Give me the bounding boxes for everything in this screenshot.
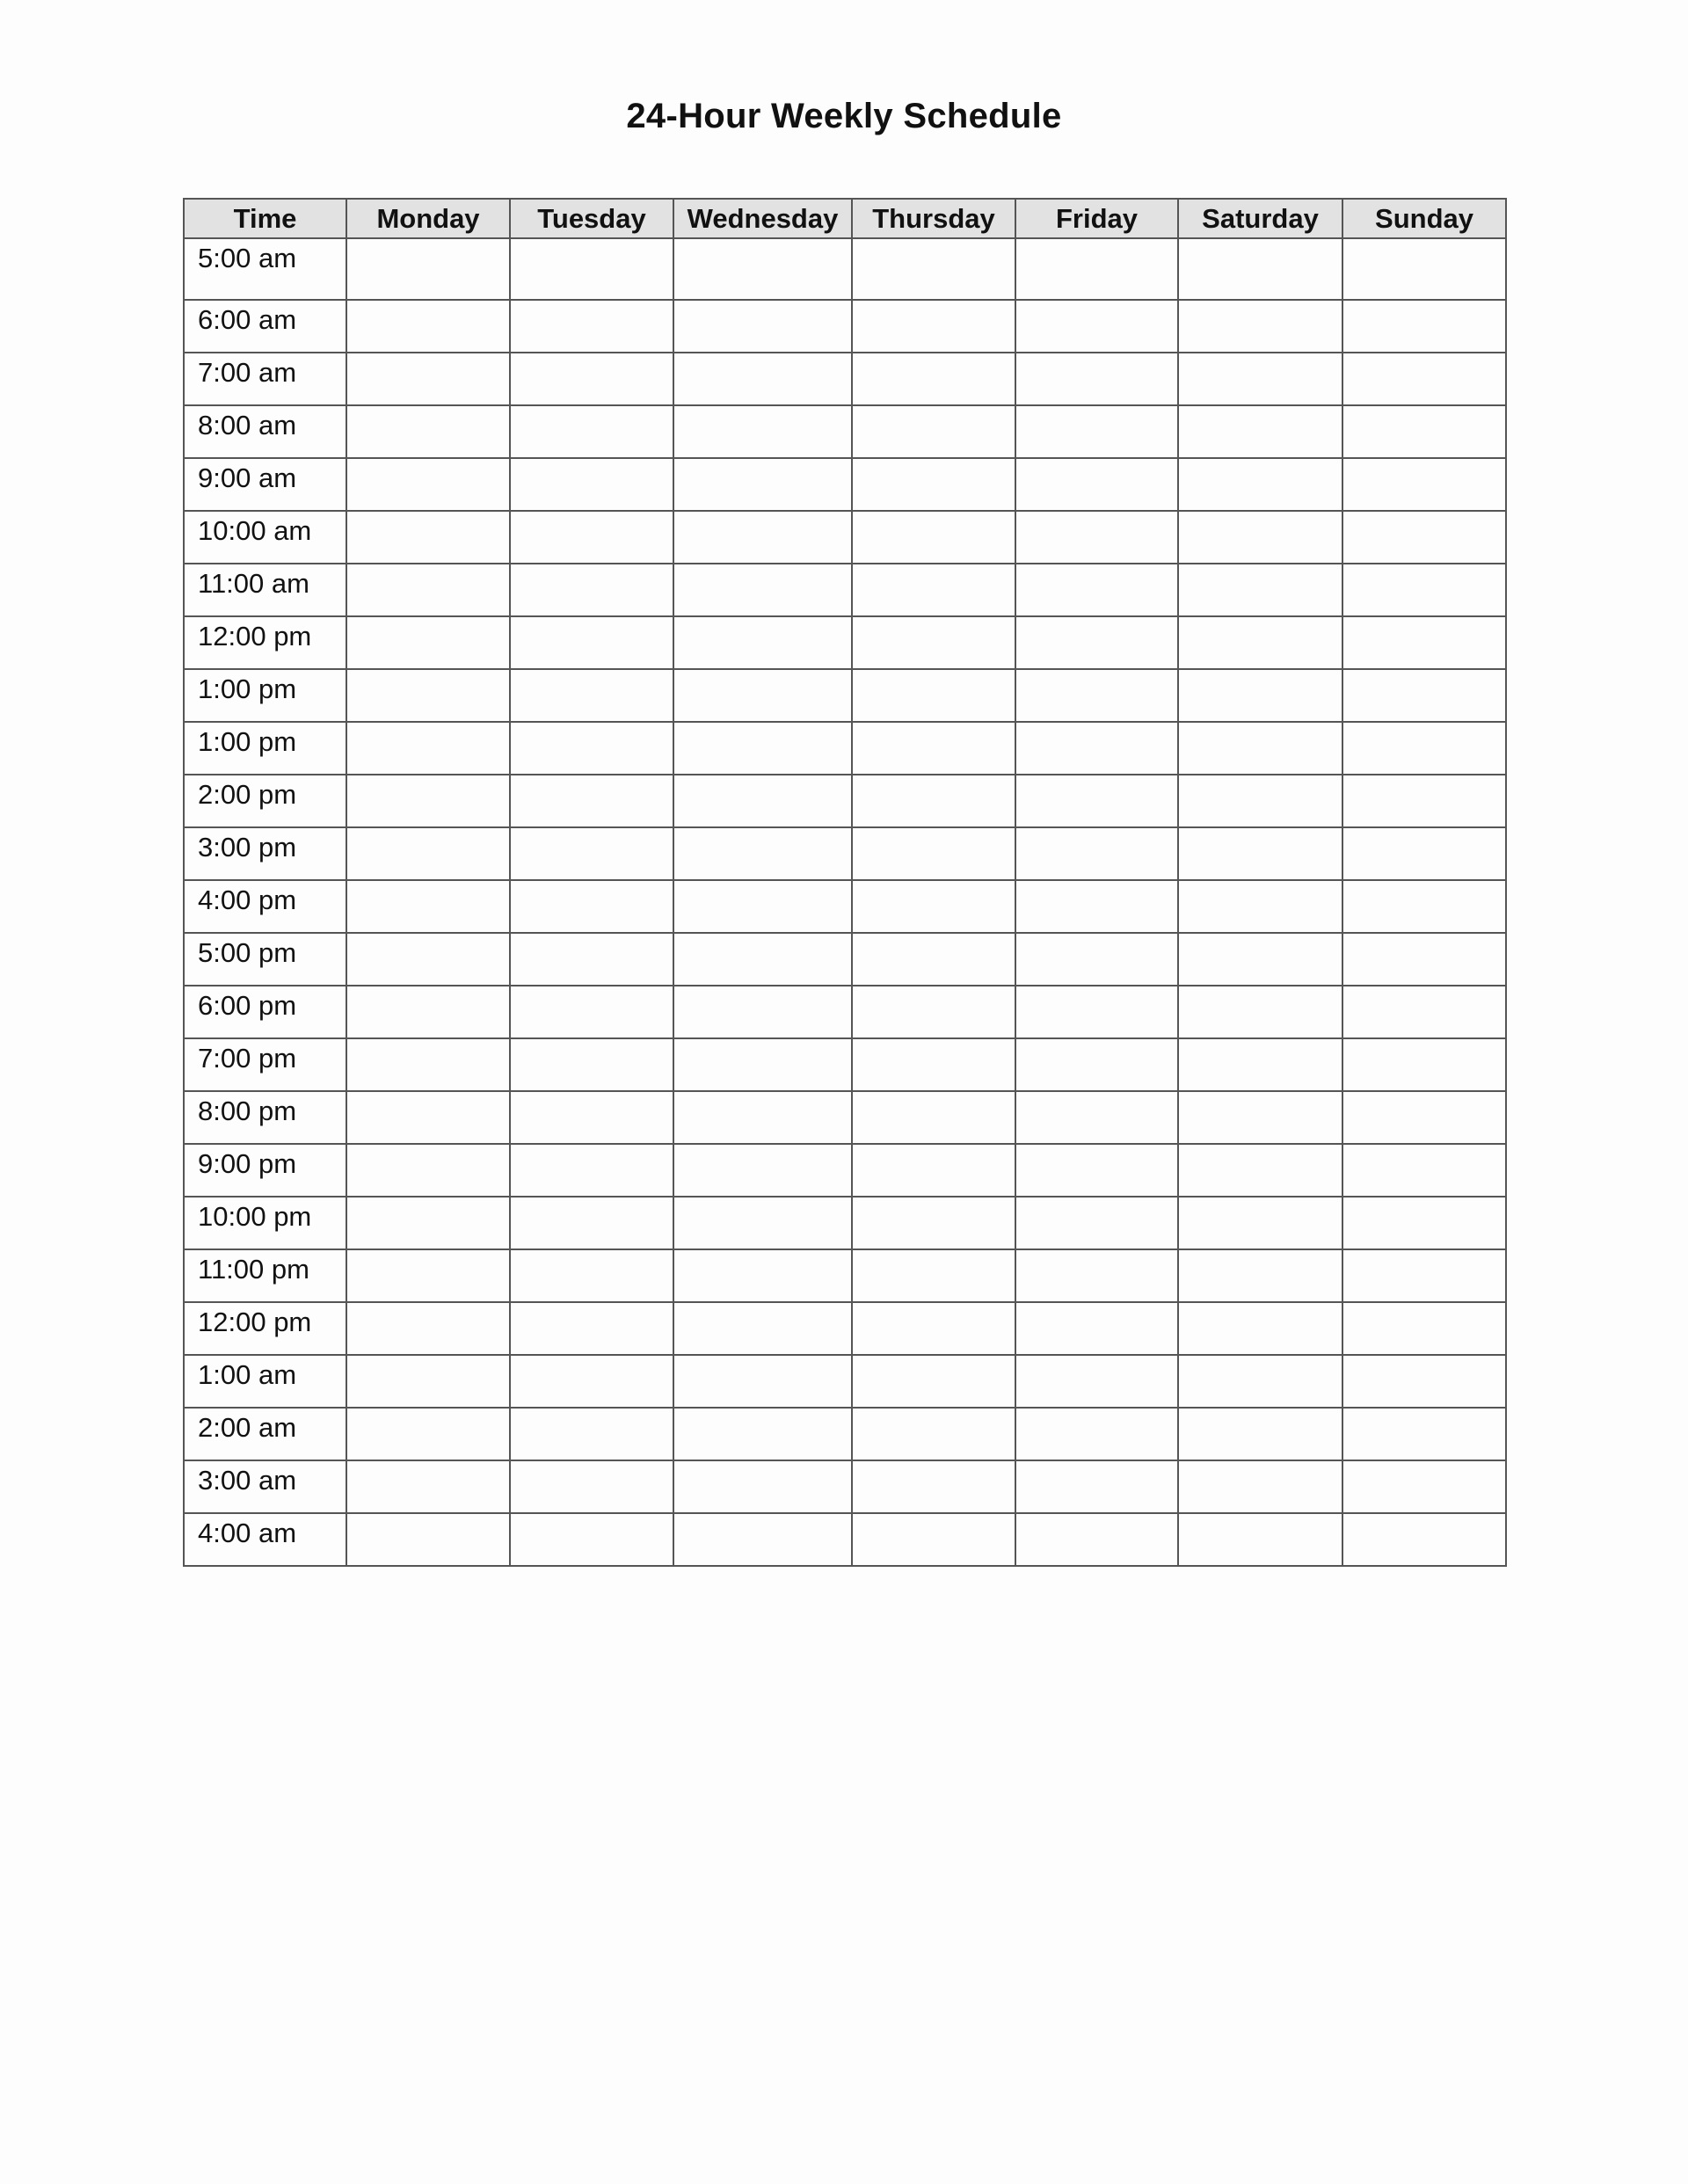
time-label: 4:00 am: [184, 1513, 346, 1566]
schedule-cell-monday[interactable]: [346, 1355, 510, 1408]
time-label: 1:00 pm: [184, 722, 346, 775]
schedule-cell-thursday[interactable]: [852, 880, 1015, 933]
time-label: 1:00 am: [184, 1355, 346, 1408]
schedule-cell-tuesday[interactable]: [510, 1355, 673, 1408]
schedule-cell-tuesday[interactable]: [510, 511, 673, 564]
schedule-cell-sunday[interactable]: [1342, 669, 1506, 722]
schedule-cell-friday[interactable]: [1015, 353, 1178, 405]
schedule-cell-friday[interactable]: [1015, 1513, 1178, 1566]
table-row: [184, 353, 1506, 405]
schedule-cell-monday[interactable]: [346, 1038, 510, 1091]
table-row: [184, 1197, 1506, 1249]
schedule-cell-monday[interactable]: [346, 353, 510, 405]
schedule-cell-saturday[interactable]: [1178, 775, 1342, 827]
schedule-cell-tuesday[interactable]: [510, 775, 673, 827]
schedule-cell-friday[interactable]: [1015, 300, 1178, 353]
schedule-cell-tuesday[interactable]: [510, 300, 673, 353]
schedule-cell-friday[interactable]: [1015, 827, 1178, 880]
header-wednesday: Wednesday: [673, 199, 852, 238]
schedule-cell-wednesday[interactable]: [673, 827, 852, 880]
schedule-cell-sunday[interactable]: [1342, 827, 1506, 880]
schedule-cell-thursday[interactable]: [852, 1249, 1015, 1302]
schedule-cell-saturday[interactable]: [1178, 1038, 1342, 1091]
schedule-cell-thursday[interactable]: [852, 933, 1015, 986]
schedule-cell-saturday[interactable]: [1178, 1144, 1342, 1197]
schedule-cell-monday[interactable]: [346, 300, 510, 353]
schedule-cell-friday[interactable]: [1015, 405, 1178, 458]
schedule-cell-thursday[interactable]: [852, 511, 1015, 564]
schedule-cell-saturday[interactable]: [1178, 986, 1342, 1038]
schedule-cell-wednesday[interactable]: [673, 775, 852, 827]
schedule-cell-tuesday[interactable]: [510, 616, 673, 669]
schedule-cell-monday[interactable]: [346, 511, 510, 564]
schedule-cell-friday[interactable]: [1015, 1144, 1178, 1197]
schedule-cell-thursday[interactable]: [852, 300, 1015, 353]
schedule-cell-wednesday[interactable]: [673, 1460, 852, 1513]
schedule-cell-wednesday[interactable]: [673, 1091, 852, 1144]
schedule-body: [184, 238, 1506, 1566]
schedule-cell-monday[interactable]: [346, 1091, 510, 1144]
schedule-cell-saturday[interactable]: [1178, 511, 1342, 564]
schedule-cell-tuesday[interactable]: [510, 1408, 673, 1460]
schedule-cell-thursday[interactable]: [852, 616, 1015, 669]
schedule-cell-sunday[interactable]: [1342, 986, 1506, 1038]
schedule-cell-tuesday[interactable]: [510, 933, 673, 986]
schedule-cell-monday[interactable]: [346, 669, 510, 722]
schedule-cell-thursday[interactable]: [852, 353, 1015, 405]
schedule-cell-thursday[interactable]: [852, 1302, 1015, 1355]
time-label: 9:00 am: [184, 458, 346, 511]
table-row: [184, 933, 1506, 986]
time-label: 8:00 pm: [184, 1091, 346, 1144]
schedule-cell-sunday[interactable]: [1342, 1355, 1506, 1408]
time-label: 7:00 pm: [184, 1038, 346, 1091]
table-row: [184, 1038, 1506, 1091]
table-row: [184, 775, 1506, 827]
time-label: 10:00 pm: [184, 1197, 346, 1249]
time-label: 1:00 pm: [184, 669, 346, 722]
schedule-cell-saturday[interactable]: [1178, 1302, 1342, 1355]
schedule-cell-friday[interactable]: [1015, 511, 1178, 564]
schedule-cell-sunday[interactable]: [1342, 564, 1506, 616]
schedule-cell-sunday[interactable]: [1342, 616, 1506, 669]
schedule-cell-friday[interactable]: [1015, 616, 1178, 669]
header-friday: Friday: [1015, 199, 1178, 238]
header-thursday: Thursday: [852, 199, 1015, 238]
header-monday: Monday: [346, 199, 510, 238]
schedule-cell-tuesday[interactable]: [510, 1302, 673, 1355]
time-label: 2:00 am: [184, 1408, 346, 1460]
schedule-cell-monday[interactable]: [346, 1144, 510, 1197]
schedule-cell-wednesday[interactable]: [673, 1197, 852, 1249]
schedule-cell-tuesday[interactable]: [510, 1038, 673, 1091]
schedule-cell-tuesday[interactable]: [510, 722, 673, 775]
schedule-cell-tuesday[interactable]: [510, 458, 673, 511]
schedule-cell-sunday[interactable]: [1342, 933, 1506, 986]
schedule-cell-sunday[interactable]: [1342, 1513, 1506, 1566]
schedule-cell-wednesday[interactable]: [673, 300, 852, 353]
table-row: [184, 1355, 1506, 1408]
schedule-cell-thursday[interactable]: [852, 238, 1015, 300]
schedule-cell-thursday[interactable]: [852, 564, 1015, 616]
schedule-cell-friday[interactable]: [1015, 1355, 1178, 1408]
schedule-cell-friday[interactable]: [1015, 564, 1178, 616]
schedule-cell-sunday[interactable]: [1342, 458, 1506, 511]
schedule-cell-wednesday[interactable]: [673, 511, 852, 564]
schedule-cell-tuesday[interactable]: [510, 238, 673, 300]
table-row: [184, 1091, 1506, 1144]
schedule-cell-friday[interactable]: [1015, 986, 1178, 1038]
table-row: [184, 1460, 1506, 1513]
time-label: 11:00 pm: [184, 1249, 346, 1302]
schedule-cell-saturday[interactable]: [1178, 1091, 1342, 1144]
schedule-cell-tuesday[interactable]: [510, 1460, 673, 1513]
schedule-cell-sunday[interactable]: [1342, 775, 1506, 827]
schedule-cell-friday[interactable]: [1015, 722, 1178, 775]
schedule-cell-wednesday[interactable]: [673, 616, 852, 669]
header-saturday: Saturday: [1178, 199, 1342, 238]
time-label: 3:00 am: [184, 1460, 346, 1513]
schedule-cell-tuesday[interactable]: [510, 986, 673, 1038]
schedule-cell-tuesday[interactable]: [510, 669, 673, 722]
schedule-cell-friday[interactable]: [1015, 238, 1178, 300]
schedule-cell-thursday[interactable]: [852, 405, 1015, 458]
schedule-cell-monday[interactable]: [346, 880, 510, 933]
schedule-cell-saturday[interactable]: [1178, 933, 1342, 986]
time-label: 5:00 pm: [184, 933, 346, 986]
time-label: 4:00 pm: [184, 880, 346, 933]
schedule-cell-wednesday[interactable]: [673, 669, 852, 722]
schedule-cell-tuesday[interactable]: [510, 1513, 673, 1566]
schedule-cell-thursday[interactable]: [852, 1038, 1015, 1091]
schedule-cell-tuesday[interactable]: [510, 1197, 673, 1249]
schedule-cell-tuesday[interactable]: [510, 880, 673, 933]
table-row: [184, 1302, 1506, 1355]
schedule-cell-friday[interactable]: [1015, 1091, 1178, 1144]
schedule-cell-sunday[interactable]: [1342, 1144, 1506, 1197]
schedule-cell-monday[interactable]: [346, 986, 510, 1038]
time-label: 8:00 am: [184, 405, 346, 458]
schedule-cell-friday[interactable]: [1015, 880, 1178, 933]
table-row: [184, 1249, 1506, 1302]
schedule-cell-wednesday[interactable]: [673, 238, 852, 300]
table-row: [184, 1408, 1506, 1460]
schedule-cell-saturday[interactable]: [1178, 300, 1342, 353]
table-row: [184, 986, 1506, 1038]
schedule-cell-wednesday[interactable]: [673, 1249, 852, 1302]
page-title: 24-Hour Weekly Schedule: [626, 97, 1062, 135]
schedule-cell-monday[interactable]: [346, 1302, 510, 1355]
time-label: 12:00 pm: [184, 616, 346, 669]
table-row: [184, 1513, 1506, 1566]
schedule-cell-tuesday[interactable]: [510, 405, 673, 458]
schedule-cell-thursday[interactable]: [852, 722, 1015, 775]
schedule-cell-sunday[interactable]: [1342, 1408, 1506, 1460]
schedule-cell-sunday[interactable]: [1342, 1038, 1506, 1091]
table-row: [184, 827, 1506, 880]
schedule-cell-tuesday[interactable]: [510, 827, 673, 880]
schedule-cell-sunday[interactable]: [1342, 511, 1506, 564]
schedule-cell-saturday[interactable]: [1178, 353, 1342, 405]
schedule-cell-sunday[interactable]: [1342, 1197, 1506, 1249]
schedule-cell-saturday[interactable]: [1178, 1513, 1342, 1566]
schedule-cell-wednesday[interactable]: [673, 564, 852, 616]
time-label: 10:00 am: [184, 511, 346, 564]
schedule-cell-thursday[interactable]: [852, 1091, 1015, 1144]
schedule-cell-thursday[interactable]: [852, 458, 1015, 511]
schedule-cell-saturday[interactable]: [1178, 1460, 1342, 1513]
schedule-cell-wednesday[interactable]: [673, 1038, 852, 1091]
schedule-cell-wednesday[interactable]: [673, 1513, 852, 1566]
schedule-cell-sunday[interactable]: [1342, 722, 1506, 775]
header-row: [184, 199, 1506, 238]
schedule-cell-friday[interactable]: [1015, 933, 1178, 986]
table-row: [184, 405, 1506, 458]
time-label: 2:00 pm: [184, 775, 346, 827]
schedule-cell-monday[interactable]: [346, 1249, 510, 1302]
schedule-cell-sunday[interactable]: [1342, 1460, 1506, 1513]
schedule-cell-tuesday[interactable]: [510, 1091, 673, 1144]
time-label: 11:00 am: [184, 564, 346, 616]
time-label: 5:00 am: [184, 238, 346, 300]
schedule-cell-wednesday[interactable]: [673, 405, 852, 458]
schedule-cell-saturday[interactable]: [1178, 458, 1342, 511]
schedule-cell-wednesday[interactable]: [673, 722, 852, 775]
schedule-cell-thursday[interactable]: [852, 986, 1015, 1038]
schedule-cell-monday[interactable]: [346, 1408, 510, 1460]
schedule-cell-saturday[interactable]: [1178, 564, 1342, 616]
schedule-cell-wednesday[interactable]: [673, 1408, 852, 1460]
table-row: [184, 300, 1506, 353]
schedule-cell-thursday[interactable]: [852, 1355, 1015, 1408]
schedule-cell-sunday[interactable]: [1342, 238, 1506, 300]
header-sunday: Sunday: [1342, 199, 1506, 238]
time-label: 6:00 am: [184, 300, 346, 353]
schedule-cell-monday[interactable]: [346, 238, 510, 300]
schedule-cell-friday[interactable]: [1015, 1249, 1178, 1302]
schedule-cell-tuesday[interactable]: [510, 353, 673, 405]
schedule-cell-saturday[interactable]: [1178, 616, 1342, 669]
schedule-cell-friday[interactable]: [1015, 1038, 1178, 1091]
schedule-cell-saturday[interactable]: [1178, 1355, 1342, 1408]
schedule-cell-sunday[interactable]: [1342, 880, 1506, 933]
schedule-cell-friday[interactable]: [1015, 1460, 1178, 1513]
schedule-cell-monday[interactable]: [346, 1197, 510, 1249]
schedule-cell-monday[interactable]: [346, 616, 510, 669]
schedule-cell-monday[interactable]: [346, 722, 510, 775]
schedule-table: [183, 198, 1507, 1567]
schedule-cell-wednesday[interactable]: [673, 933, 852, 986]
table-row: [184, 564, 1506, 616]
schedule-cell-sunday[interactable]: [1342, 300, 1506, 353]
schedule-cell-sunday[interactable]: [1342, 1091, 1506, 1144]
table-row: [184, 511, 1506, 564]
schedule-cell-friday[interactable]: [1015, 1302, 1178, 1355]
table-row: [184, 616, 1506, 669]
schedule-cell-wednesday[interactable]: [673, 880, 852, 933]
schedule-cell-friday[interactable]: [1015, 669, 1178, 722]
schedule-cell-monday[interactable]: [346, 1513, 510, 1566]
schedule-cell-tuesday[interactable]: [510, 1144, 673, 1197]
schedule-cell-tuesday[interactable]: [510, 1249, 673, 1302]
header-time: Time: [184, 199, 346, 238]
schedule-cell-monday[interactable]: [346, 564, 510, 616]
schedule-cell-saturday[interactable]: [1178, 405, 1342, 458]
schedule-cell-wednesday[interactable]: [673, 353, 852, 405]
schedule-cell-tuesday[interactable]: [510, 564, 673, 616]
schedule-cell-monday[interactable]: [346, 458, 510, 511]
schedule-cell-sunday[interactable]: [1342, 405, 1506, 458]
schedule-cell-thursday[interactable]: [852, 1197, 1015, 1249]
schedule-cell-monday[interactable]: [346, 775, 510, 827]
schedule-cell-saturday[interactable]: [1178, 1197, 1342, 1249]
schedule-cell-sunday[interactable]: [1342, 1302, 1506, 1355]
schedule-cell-thursday[interactable]: [852, 669, 1015, 722]
schedule-cell-monday[interactable]: [346, 405, 510, 458]
schedule-cell-saturday[interactable]: [1178, 1249, 1342, 1302]
schedule-cell-saturday[interactable]: [1178, 669, 1342, 722]
time-label: 3:00 pm: [184, 827, 346, 880]
schedule-cell-thursday[interactable]: [852, 1460, 1015, 1513]
schedule-cell-thursday[interactable]: [852, 775, 1015, 827]
time-label: 6:00 pm: [184, 986, 346, 1038]
time-label: 7:00 am: [184, 353, 346, 405]
schedule-cell-saturday[interactable]: [1178, 722, 1342, 775]
header-tuesday: Tuesday: [510, 199, 673, 238]
schedule-cell-wednesday[interactable]: [673, 1355, 852, 1408]
schedule-cell-saturday[interactable]: [1178, 880, 1342, 933]
table-row: [184, 238, 1506, 300]
schedule-cell-wednesday[interactable]: [673, 1144, 852, 1197]
schedule-cell-thursday[interactable]: [852, 827, 1015, 880]
table-row: [184, 669, 1506, 722]
schedule-cell-monday[interactable]: [346, 1460, 510, 1513]
schedule-cell-thursday[interactable]: [852, 1513, 1015, 1566]
schedule-cell-friday[interactable]: [1015, 1408, 1178, 1460]
schedule-cell-wednesday[interactable]: [673, 986, 852, 1038]
table-row: [184, 458, 1506, 511]
schedule-cell-sunday[interactable]: [1342, 1249, 1506, 1302]
schedule-cell-saturday[interactable]: [1178, 1408, 1342, 1460]
schedule-cell-monday[interactable]: [346, 933, 510, 986]
schedule-cell-saturday[interactable]: [1178, 238, 1342, 300]
table-row: [184, 722, 1506, 775]
schedule-cell-friday[interactable]: [1015, 1197, 1178, 1249]
schedule-cell-wednesday[interactable]: [673, 1302, 852, 1355]
schedule-cell-thursday[interactable]: [852, 1408, 1015, 1460]
schedule-cell-friday[interactable]: [1015, 458, 1178, 511]
table-row: [184, 880, 1506, 933]
schedule-cell-thursday[interactable]: [852, 1144, 1015, 1197]
time-label: 12:00 pm: [184, 1302, 346, 1355]
schedule-cell-wednesday[interactable]: [673, 458, 852, 511]
time-label: 9:00 pm: [184, 1144, 346, 1197]
schedule-cell-monday[interactable]: [346, 827, 510, 880]
schedule-cell-saturday[interactable]: [1178, 827, 1342, 880]
table-row: [184, 1144, 1506, 1197]
schedule-cell-sunday[interactable]: [1342, 353, 1506, 405]
schedule-cell-friday[interactable]: [1015, 775, 1178, 827]
